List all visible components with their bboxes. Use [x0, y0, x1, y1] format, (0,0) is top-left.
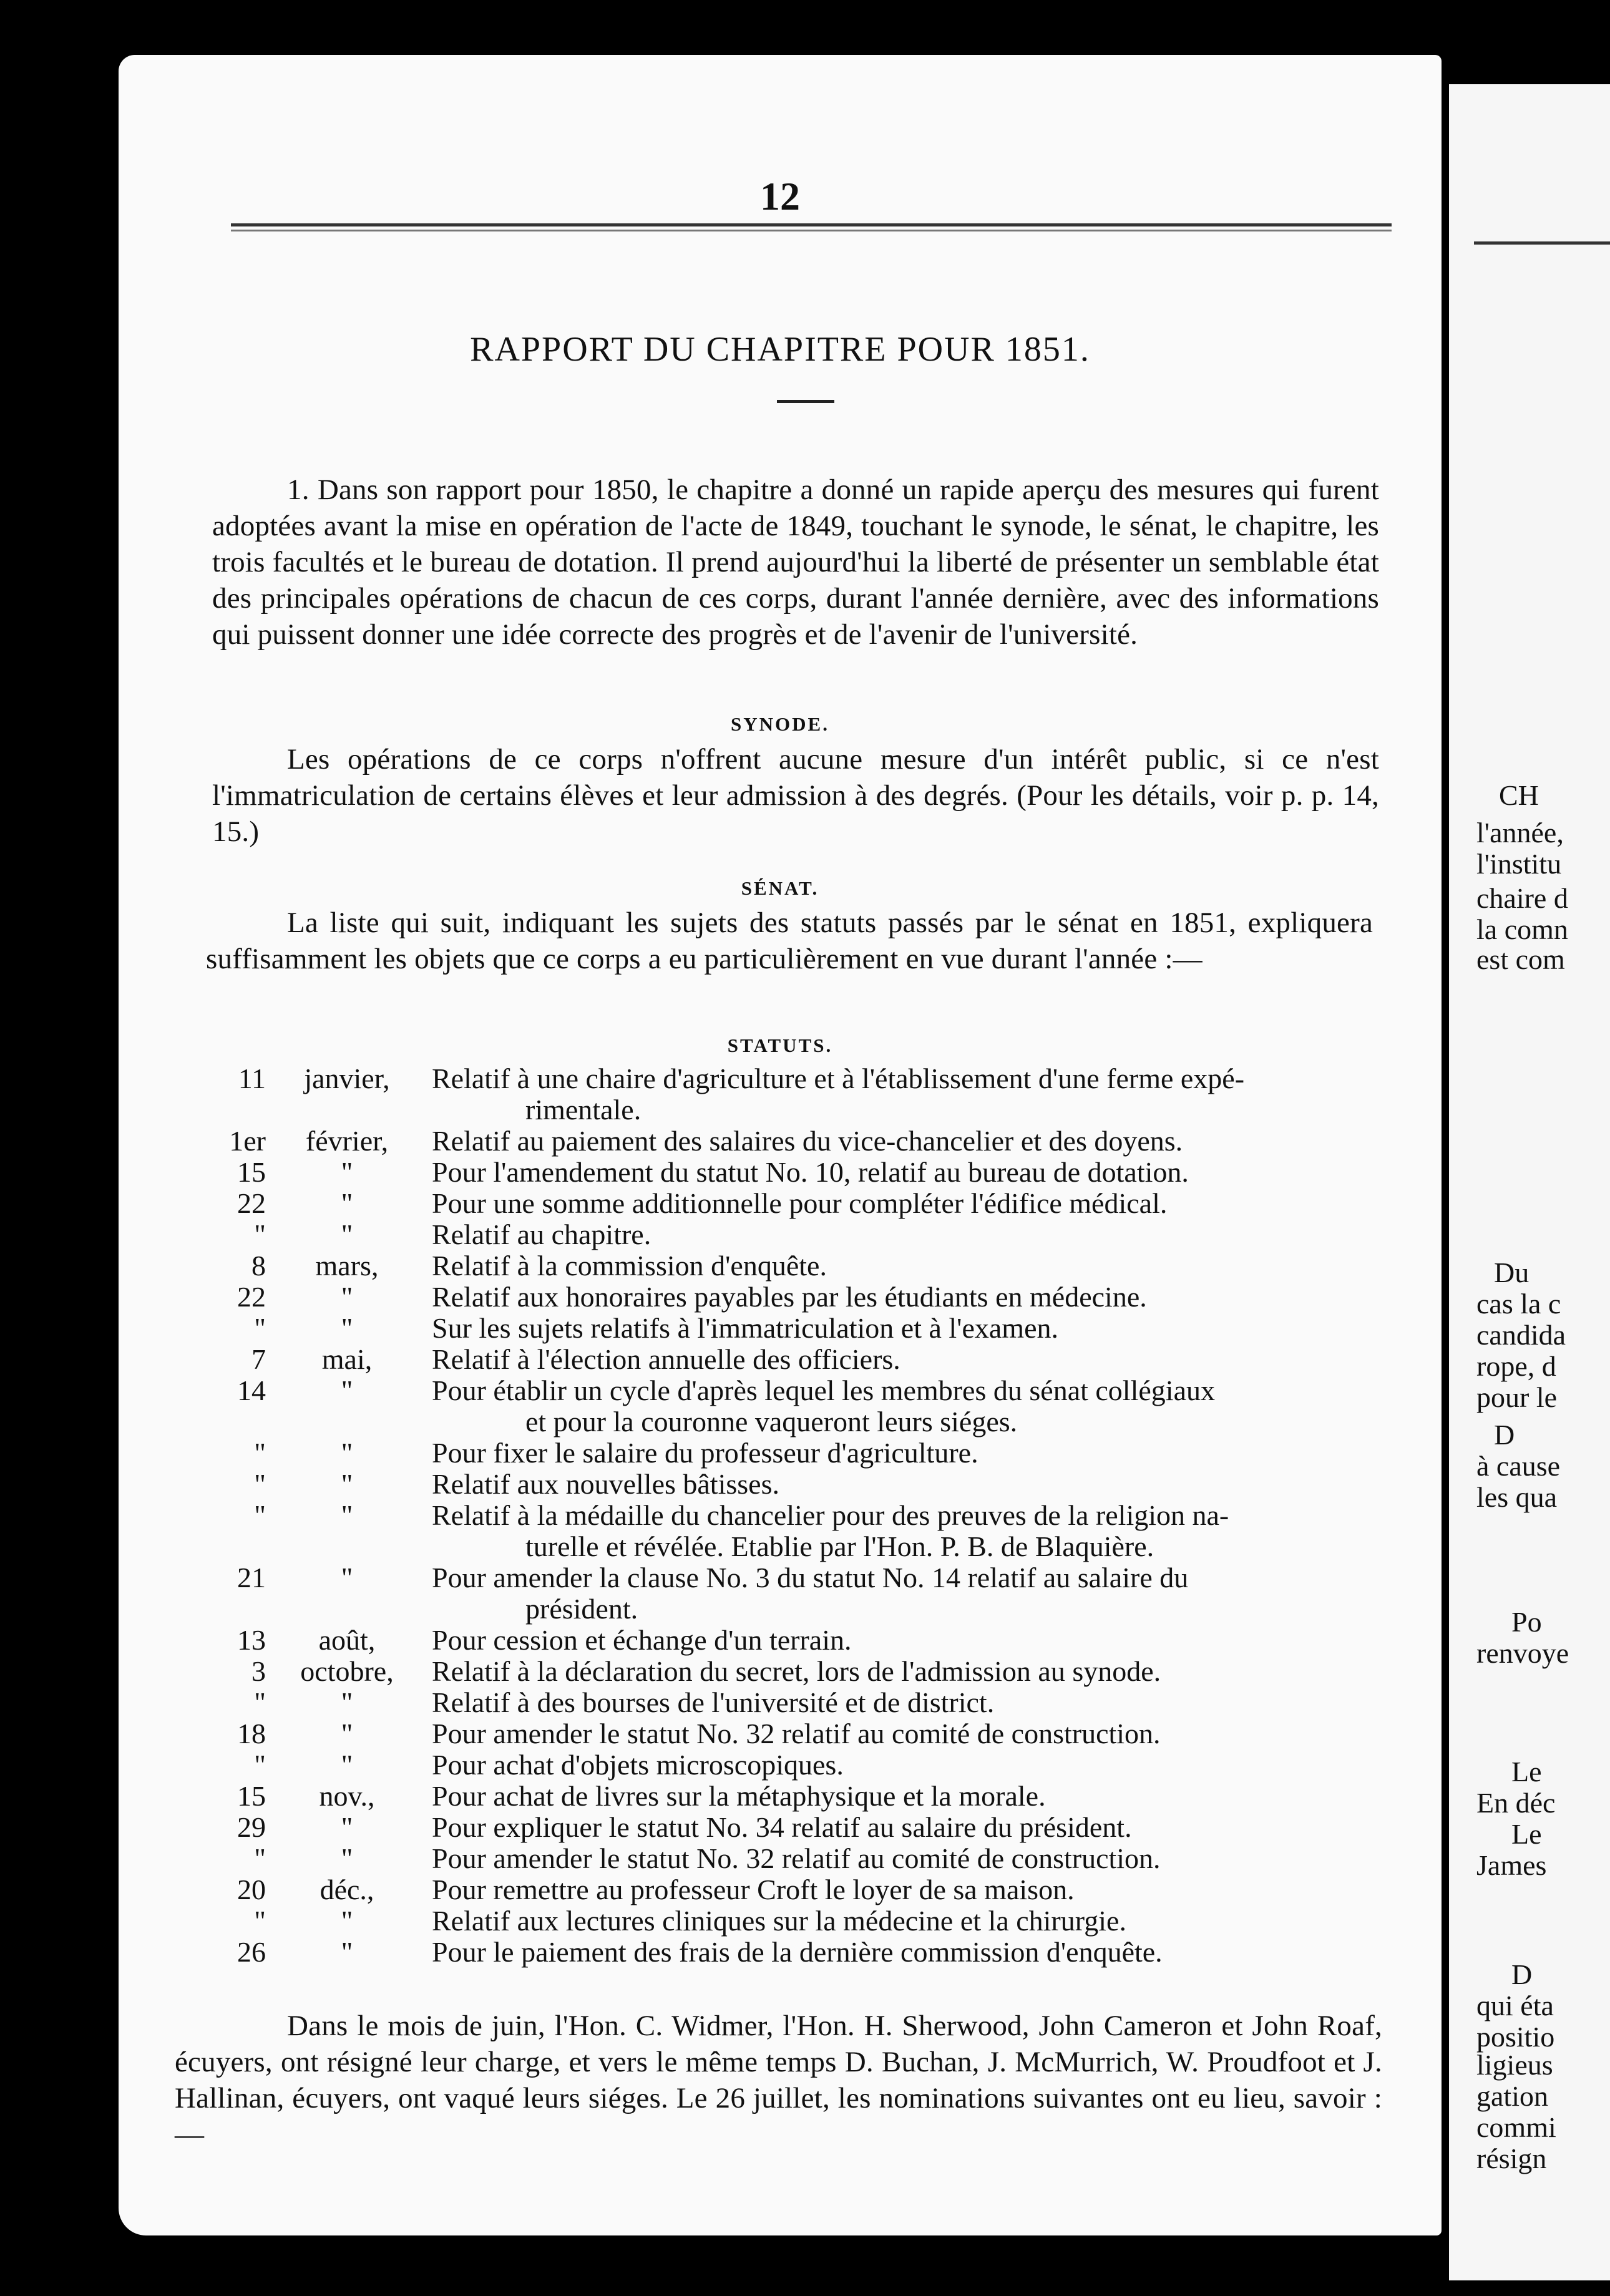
senat-heading: SÉNAT.	[741, 877, 819, 899]
statute-row	[192, 1718, 1378, 1749]
statute-description: Relatif à la médaille du chancelier pour des preuves de la religion na- turelle et révélée. Etablie par l'Hon. P. B. de Blaquière.	[432, 1499, 1229, 1562]
facing-page-fragment: la comn	[1476, 913, 1568, 945]
facing-page-fragment: renvoye	[1476, 1637, 1569, 1669]
statute-day: 21	[237, 1562, 266, 1593]
statute-description: Pour cession et échange d'un terrain.	[432, 1624, 852, 1656]
statute-row	[192, 1500, 1378, 1562]
statute-day: 18	[237, 1718, 266, 1749]
facing-page-fragment: est com	[1476, 943, 1565, 975]
statute-description: Pour établir un cycle d'après lequel les membres du sénat collégiaux et pour la couronne vaqueront leurs siéges.	[432, 1374, 1215, 1437]
statute-day: "	[254, 1749, 266, 1781]
statute-day: "	[254, 1686, 266, 1718]
facing-page-fragment: cas la c	[1476, 1288, 1561, 1320]
statute-day: "	[254, 1312, 266, 1344]
statute-row	[192, 1749, 1378, 1781]
statuts-heading: STATUTS.	[727, 1034, 833, 1056]
statute-day: 22	[237, 1281, 266, 1313]
statute-description: Sur les sujets relatifs à l'immatriculation et à l'examen.	[432, 1312, 1059, 1344]
statute-row	[192, 1188, 1378, 1219]
facing-page-fragment: D	[1511, 1958, 1533, 1990]
statute-month: "	[341, 1562, 353, 1593]
statutes-list	[192, 1063, 1378, 1968]
statute-month: nov.,	[319, 1780, 375, 1812]
statute-row	[192, 1126, 1378, 1157]
facing-page-fragment: rope, d	[1476, 1350, 1556, 1382]
facing-page-rule	[1474, 241, 1610, 245]
facing-page-fragment: positio	[1476, 2021, 1555, 2053]
closing-paragraph: Dans le mois de juin, l'Hon. C. Widmer, l'Hon. H. Sherwood, John Cameron et John Roaf, écuyers, ont résigné leur charge, et vers le même temps D. Buchan, J. McMurrich, W. Proudfoot et J. Hallinan, écuyers, ont vaqué leurs siéges. Le 26 juillet, les nominations suivantes ont eu lieu, savoir :—	[175, 2010, 1382, 2151]
statute-month: "	[341, 1718, 353, 1749]
statute-description: Pour achat d'objets microscopiques.	[432, 1749, 844, 1781]
statute-row	[192, 1063, 1378, 1126]
statute-row	[192, 1656, 1378, 1687]
statute-day: "	[254, 1468, 266, 1500]
page-title: RAPPORT DU CHAPITRE POUR 1851.	[470, 330, 1090, 369]
statute-day: 3	[251, 1655, 266, 1687]
statute-row	[192, 1625, 1378, 1656]
statute-description: Relatif à l'élection annuelle des officiers.	[432, 1343, 900, 1375]
facing-page-fragment: Du	[1494, 1257, 1530, 1288]
statute-day: "	[254, 1842, 266, 1874]
statute-row	[192, 1781, 1378, 1812]
statute-day: 14	[237, 1374, 266, 1406]
senat-paragraph: La liste qui suit, indiquant les sujets des statuts passés par le sénat en 1851, expliquera suffisamment les objets que ce corps a eu particulièrement en vue durant l'année :—	[206, 907, 1373, 975]
facing-page-fragment: gation	[1476, 2080, 1548, 2112]
statute-description: Pour amender le statut No. 32 relatif au comité de construction.	[432, 1842, 1161, 1874]
facing-page-fragment: pour le	[1476, 1381, 1558, 1413]
statute-day: "	[254, 1219, 266, 1250]
statute-row	[192, 1250, 1378, 1282]
statute-row	[192, 1437, 1378, 1469]
statute-month: août,	[318, 1624, 376, 1656]
title-rule	[777, 400, 834, 403]
statute-description: Pour le paiement des frais de la dernière commission d'enquête.	[432, 1936, 1163, 1968]
statute-row	[192, 1157, 1378, 1188]
statute-month: "	[341, 1156, 353, 1188]
statute-day: "	[254, 1499, 266, 1531]
document-page	[119, 55, 1442, 2235]
statute-row	[192, 1937, 1378, 1968]
facing-page-fragment: chaire d	[1476, 882, 1568, 914]
statute-month: février,	[305, 1125, 389, 1157]
facing-page-fragment: l'institu	[1476, 848, 1562, 880]
statute-month: octobre,	[300, 1655, 394, 1687]
statute-month: mai,	[321, 1343, 373, 1375]
facing-page-fragment: à cause	[1476, 1450, 1561, 1482]
statute-row	[192, 1687, 1378, 1718]
statute-row	[192, 1812, 1378, 1843]
statute-month: "	[341, 1936, 353, 1968]
statute-row	[192, 1874, 1378, 1905]
statute-day: "	[254, 1437, 266, 1469]
statute-description: Relatif au chapitre.	[432, 1219, 651, 1250]
statute-description: Relatif aux honoraires payables par les étudiants en médecine.	[432, 1281, 1147, 1313]
page-number: 12	[760, 174, 800, 218]
statute-month: "	[341, 1499, 353, 1531]
facing-page-fragment: qui éta	[1476, 1990, 1554, 2021]
facing-page-fragment: En déc	[1476, 1787, 1556, 1819]
statute-day: 29	[237, 1811, 266, 1843]
facing-page-fragment: CH	[1499, 779, 1539, 811]
header-rule	[231, 223, 1392, 231]
statute-row	[192, 1843, 1378, 1874]
statute-month: "	[341, 1686, 353, 1718]
statute-description: Pour expliquer le statut No. 34 relatif au salaire du président.	[432, 1811, 1132, 1843]
statute-month: déc.,	[320, 1874, 374, 1905]
statute-row	[192, 1219, 1378, 1250]
statute-month: "	[341, 1811, 353, 1843]
statute-day: 13	[237, 1624, 266, 1656]
facing-page-fragment: James	[1476, 1849, 1547, 1881]
statute-description: Relatif à des bourses de l'université et de district.	[432, 1686, 995, 1718]
statute-row	[192, 1344, 1378, 1375]
statute-row	[192, 1469, 1378, 1500]
statute-month: "	[341, 1281, 353, 1313]
statute-day: 1er	[229, 1125, 266, 1157]
statute-month: "	[341, 1905, 353, 1937]
facing-page-fragment: Le	[1511, 1756, 1542, 1788]
facing-page-fragment: les qua	[1476, 1481, 1558, 1513]
statute-day: 8	[251, 1250, 266, 1282]
statute-month: janvier,	[304, 1063, 390, 1094]
statute-description: Pour remettre au professeur Croft le loyer de sa maison.	[432, 1874, 1075, 1905]
statute-description: Pour l'amendement du statut No. 10, relatif au bureau de dotation.	[432, 1156, 1189, 1188]
synode-paragraph: Les opérations de ce corps n'offrent aucune mesure d'un intérêt public, si ce n'est l'immatriculation de certains élèves et leur admission à des degrés. (Pour les détails, voir p. p. 14, 15.)	[212, 743, 1379, 848]
statute-description: Pour une somme additionnelle pour compléter l'édifice médical.	[432, 1187, 1168, 1219]
statute-day: 7	[251, 1343, 266, 1375]
facing-page-fragment: Le	[1511, 1818, 1542, 1850]
statute-description: Relatif à une chaire d'agriculture et à l'établissement d'une ferme expé- rimentale.	[432, 1063, 1245, 1126]
statute-row	[192, 1905, 1378, 1937]
facing-page-fragment: résign	[1476, 2143, 1547, 2174]
statute-day: 11	[238, 1063, 266, 1094]
statute-day: 20	[237, 1874, 266, 1905]
statute-month: "	[341, 1374, 353, 1406]
statute-description: Relatif à la déclaration du secret, lors de l'admission au synode.	[432, 1655, 1161, 1687]
statute-description: Relatif à la commission d'enquête.	[432, 1250, 827, 1282]
statute-month: "	[341, 1312, 353, 1344]
statute-month: "	[341, 1842, 353, 1874]
statute-month: "	[341, 1468, 353, 1500]
statute-month: "	[341, 1749, 353, 1781]
statute-day: 15	[237, 1780, 266, 1812]
statute-description: Pour achat de livres sur la métaphysique et la morale.	[432, 1780, 1046, 1812]
statute-month: mars,	[315, 1250, 379, 1282]
statute-month: "	[341, 1187, 353, 1219]
statute-day: "	[254, 1905, 266, 1937]
statute-day: 22	[237, 1187, 266, 1219]
facing-page-fragment: candida	[1476, 1319, 1566, 1351]
facing-page-fragment: D	[1494, 1419, 1515, 1451]
statute-row	[192, 1282, 1378, 1313]
statute-description: Pour fixer le salaire du professeur d'agriculture.	[432, 1437, 978, 1469]
statute-row	[192, 1313, 1378, 1344]
facing-page-fragment: Po	[1511, 1606, 1542, 1638]
statute-description: Relatif aux lectures cliniques sur la médecine et la chirurgie.	[432, 1905, 1126, 1937]
facing-page-fragment: ligieus	[1476, 2049, 1553, 2081]
statute-day: 26	[237, 1936, 266, 1968]
synode-heading: SYNODE.	[731, 713, 829, 735]
statute-month: "	[341, 1437, 353, 1469]
statute-row	[192, 1562, 1378, 1625]
statute-row	[192, 1375, 1378, 1437]
statute-description: Pour amender le statut No. 32 relatif au comité de construction.	[432, 1718, 1161, 1749]
statute-description: Relatif au paiement des salaires du vice-chancelier et des doyens.	[432, 1125, 1183, 1157]
statute-description: Relatif aux nouvelles bâtisses.	[432, 1468, 779, 1500]
intro-paragraph: 1. Dans son rapport pour 1850, le chapitre a donné un rapide aperçu des mesures qui furent adoptées avant la mise en opération de l'acte de 1849, touchant le synode, le sénat, le chapitre, les trois facultés et le bureau de dotation. Il prend aujourd'hui la liberté de présenter un semblable état des principales opérations de chacun de ces corps, durant l'année dernière, avec des informations qui puissent donner une idée correcte des progrès et de l'avenir de l'université.	[212, 474, 1379, 651]
facing-page	[1449, 84, 1610, 2280]
facing-page-fragment: commi	[1476, 2111, 1556, 2143]
facing-page-fragment: l'année,	[1476, 817, 1564, 849]
statute-day: 15	[237, 1156, 266, 1188]
statute-description: Pour amender la clause No. 3 du statut No. 14 relatif au salaire du président.	[432, 1562, 1189, 1625]
statute-month: "	[341, 1219, 353, 1250]
